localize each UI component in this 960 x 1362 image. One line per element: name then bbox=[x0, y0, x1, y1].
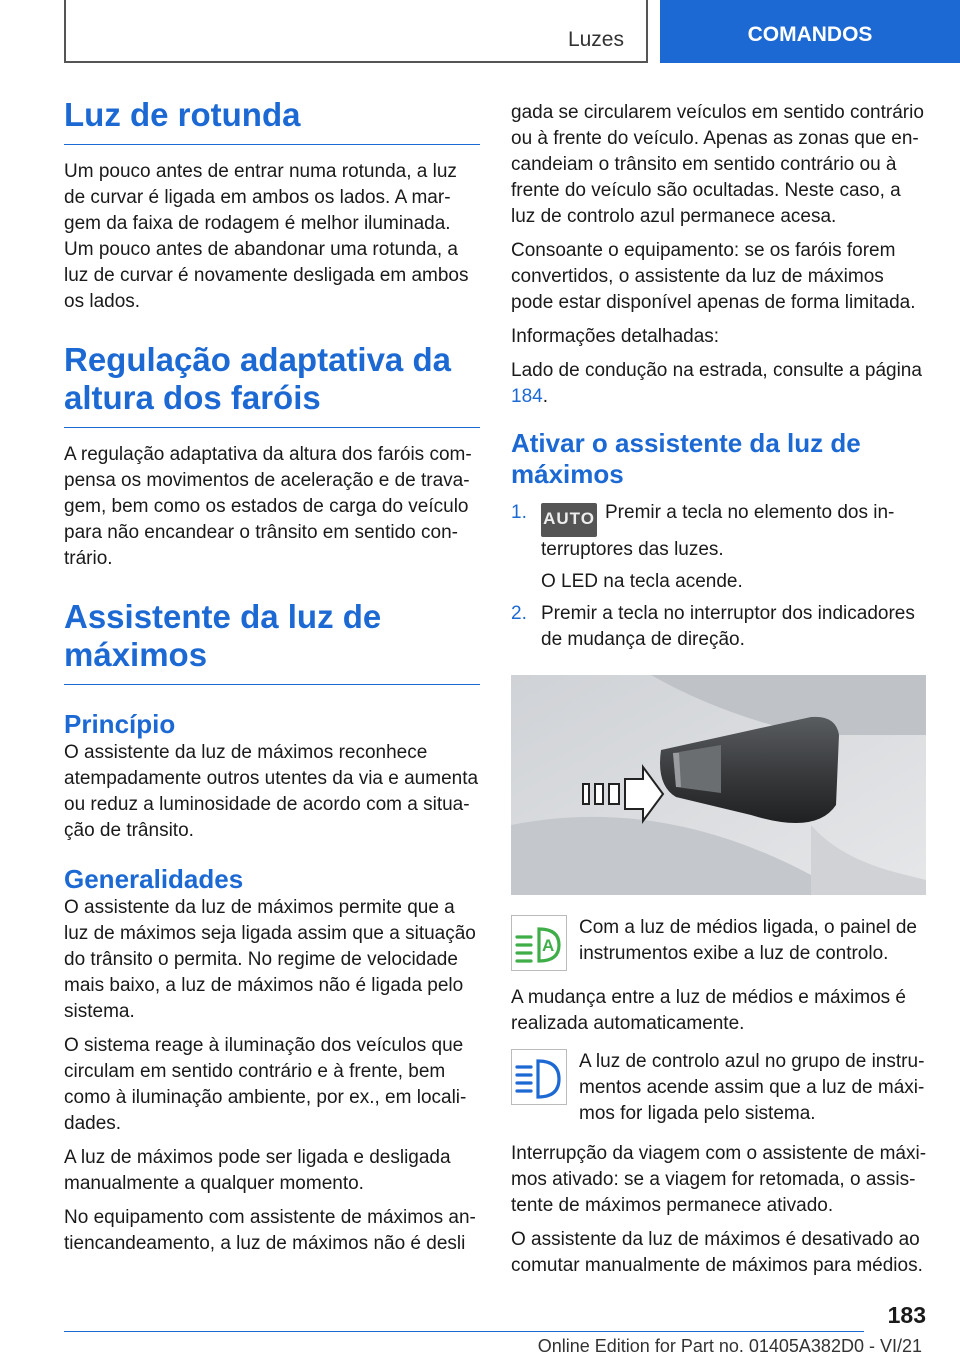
step-1 bbox=[511, 500, 927, 595]
heading-assistente: Assistente da luz de máximos bbox=[64, 598, 480, 685]
para-gen-4: No equipamento com assistente de máximos antiencandeamento, a luz de máximos não é desli bbox=[64, 1207, 476, 1254]
footer-rule bbox=[64, 1331, 864, 1332]
para-consoante: Consoante o equipamento: se os faróis forem convertidos, o assistente da luz de máximos pode estar disponível apenas de forma limitada. bbox=[511, 240, 916, 313]
para-gen-3: A luz de máximos pode ser ligada e desligada manualmente a qualquer momento. bbox=[64, 1147, 451, 1194]
para-interrupcao: Interrupção da viagem com o assistente de máximos ativado: se a viagem for retomada, o assistente de máximos permanece ativado. bbox=[511, 1143, 927, 1216]
step-1-text: Premir a tecla no elemento dos interruptores das luzes. bbox=[541, 502, 895, 560]
heading-generalidades: Generalidades bbox=[64, 864, 244, 894]
step-1-number: 1. bbox=[511, 502, 527, 523]
heading-ativar: Ativar o assistente da luz de máximos bbox=[511, 428, 861, 489]
para-gen-1: O assistente da luz de máximos permite que a luz de máximos seja ligada assim que a situação do trânsito o permita. No regime de velocidade mais baixo, a luz de máximos não é ligada pelo sistema. bbox=[64, 897, 476, 1022]
para-info: Informações detalhadas: bbox=[511, 326, 720, 347]
icon-green-text: Com a luz de médios ligada, o painel de instrumentos exibe a luz de controlo. bbox=[579, 917, 917, 964]
step-2 bbox=[511, 601, 927, 653]
icon-blue-text: A luz de controlo azul no grupo de instrumentos acende assim que a luz de máximos for ligada pelo sistema. bbox=[579, 1051, 925, 1124]
header-section: Luzes bbox=[567, 28, 624, 51]
right-column bbox=[511, 100, 927, 1279]
footer-edition: Online Edition for Part no. 01405A382D0 - VI/21 bbox=[537, 1336, 922, 1356]
turn-signal-stalk-photo bbox=[511, 675, 926, 895]
svg-text:A: A bbox=[542, 936, 555, 955]
icon-row-green bbox=[511, 915, 927, 971]
para-principio: O assistente da luz de máximos reconhece atempadamente outros utentes da via e aumenta ou reduz a luminosidade de acordo com a situação de trânsito. bbox=[64, 742, 479, 841]
step-1-subtext: O LED na tecla acende. bbox=[541, 571, 743, 592]
para-lado: Lado de condução na estrada, consulte a página 184. bbox=[511, 360, 922, 407]
para-desativado: O assistente da luz de máximos é desativado ao comutar manualmente de máximos para médios. bbox=[511, 1229, 923, 1276]
page-number: 183 bbox=[887, 1302, 926, 1328]
para-continuation: gada se circularem veículos em sentido contrário ou à frente do veículo. Apenas as zonas que encandeiam o trânsito em sentido contrário ou à frente do veículo são ocultadas. Neste caso, a luz de controlo azul permanece acesa. bbox=[511, 102, 924, 227]
left-column bbox=[64, 96, 480, 1257]
step-2-text: Premir a tecla no interruptor dos indicadores de mudança de direção. bbox=[541, 603, 915, 650]
high-beam-blue-icon bbox=[511, 1049, 567, 1105]
header-chapter: COMANDOS bbox=[660, 0, 960, 63]
auto-key-icon: AUTO bbox=[541, 503, 597, 537]
high-beam-assist-green-icon bbox=[511, 915, 567, 971]
stalk-illustration bbox=[511, 675, 926, 895]
para-rotunda: Um pouco antes de entrar numa rotunda, a luz de curvar é ligada em ambos os lados. A margem da faixa de rodagem é melhor iluminada. Um pouco antes de abandonar uma rotunda, a luz de curvar é novamente desligada em ambos os lados. bbox=[64, 161, 469, 312]
heading-rotunda: Luz de rotunda bbox=[64, 96, 480, 145]
heading-regulacao: Regulação adaptativa da altura dos faróis bbox=[64, 341, 480, 428]
para-regulacao: A regulação adaptativa da altura dos faróis compensa os movimentos de aceleração e de travagem, bem como os estados de carga do veículo para não encandear o trânsito em sentido contrário. bbox=[64, 444, 472, 569]
heading-principio: Princípio bbox=[64, 709, 176, 739]
steps-list bbox=[511, 500, 927, 653]
para-gen-2: O sistema reage à iluminação dos veículos que circulam em sentido contrário e à frente, bem como à iluminação ambiente, por ex., em localidades. bbox=[64, 1035, 467, 1134]
header-frame bbox=[64, 0, 648, 63]
icon-row-blue bbox=[511, 1049, 927, 1127]
page-reference-link[interactable]: 184 bbox=[511, 386, 543, 407]
step-2-number: 2. bbox=[511, 603, 527, 624]
para-mudanca: A mudança entre a luz de médios e máximos é realizada automaticamente. bbox=[511, 987, 906, 1034]
